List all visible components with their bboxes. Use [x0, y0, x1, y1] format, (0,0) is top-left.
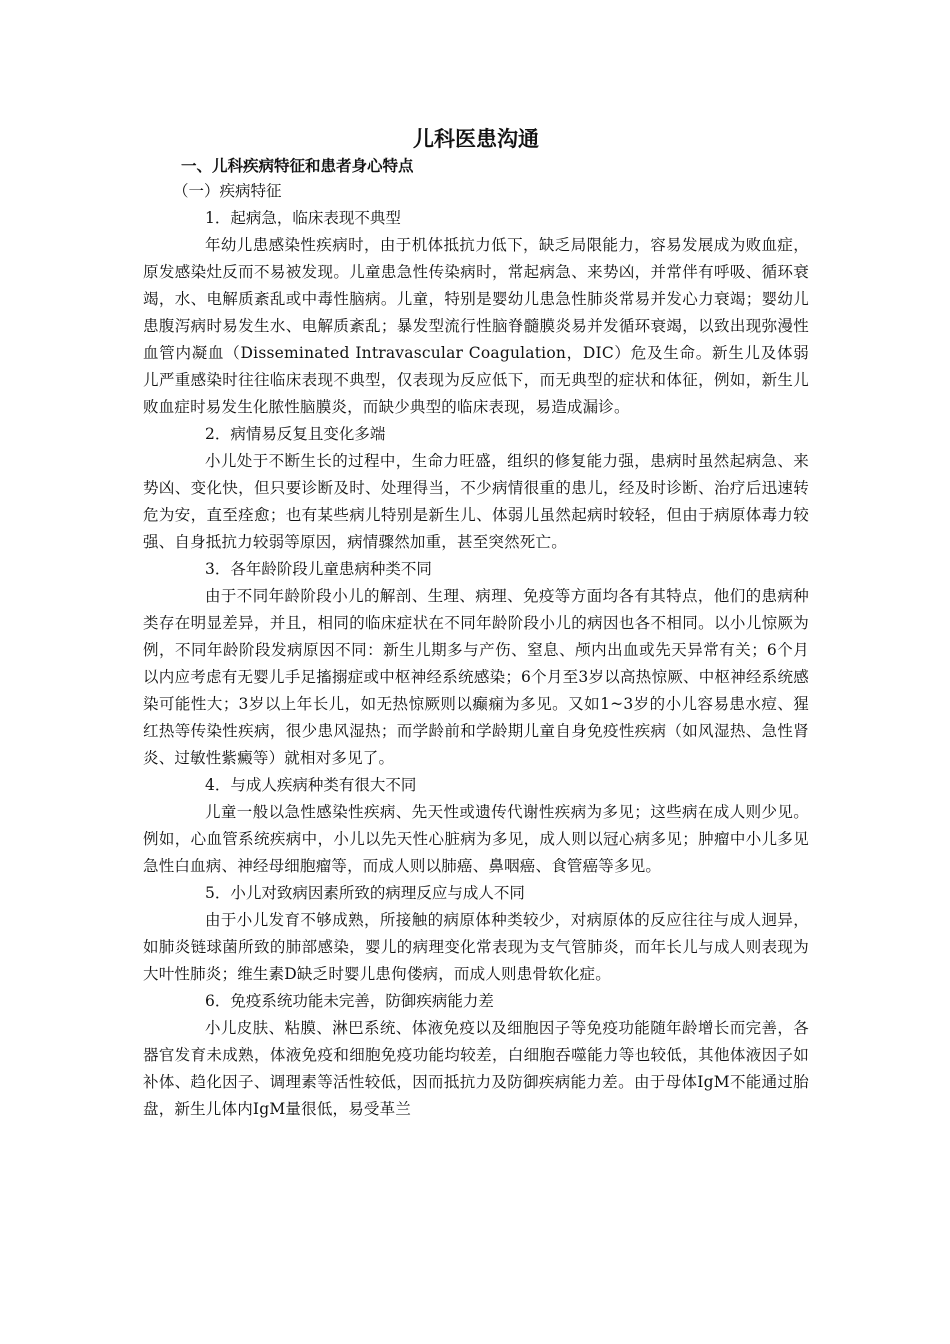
- item-body-4: 儿童一般以急性感染性疾病、先天性或遗传代谢性疾病为多见；这些病在成人则少见。例如，心血管系统疾病中，小儿以先天性心脏病为多见，成人则以冠心病多见；肿瘤中小儿多见急性白血病、神经母细胞瘤等，而成人则以肺癌、鼻咽癌、食管癌等多见。: [143, 803, 809, 875]
- item-heading-4: 4．与成人疾病种类有很大不同: [205, 776, 417, 794]
- item-body-5: 由于小儿发育不够成熟，所接触的病原体种类较少，对病原体的反应往往与成人迥异，如肺炎链球菌所致的肺部感染，婴儿的病理变化常表现为支气管肺炎，而年长儿与成人则表现为大叶性肺炎；维生素D缺乏时婴儿患佝偻病，而成人则患骨软化症。: [143, 911, 809, 983]
- item-heading-6: 6．免疫系统功能未完善，防御疾病能力差: [205, 992, 494, 1010]
- item-body-6: 小儿皮肤、粘膜、淋巴系统、体液免疫以及细胞因子等免疫功能随年龄增长而完善，各器官发育未成熟，体液免疫和细胞免疫功能均较差，白细胞吞噬能力等也较低，其他体液因子如补体、趋化因子、调理素等活性较低，因而抵抗力及防御疾病能力差。由于母体IgM不能通过胎盘，新生儿体内IgM量很低，易受革兰: [143, 1019, 809, 1118]
- item-body-1: 年幼儿患感染性疾病时，由于机体抵抗力低下，缺乏局限能力，容易发展成为败血症，原发感染灶反而不易被发现。儿童患急性传染病时，常起病急、来势凶，并常伴有呼吸、循环衰竭，水、电解质紊乱或中毒性脑病。儿童，特别是婴幼儿患急性肺炎常易并发心力衰竭；婴幼儿患腹泻病时易发生水、电解质紊乱；暴发型流行性脑脊髓膜炎易并发循环衰竭，以致出现弥漫性血管内凝血（Disseminated Intravascular Coagulation，DIC）危及生命。新生儿及体弱儿严重感染时往往临床表现不典型，仅表现为反应低下，而无典型的症状和体征，例如，新生儿败血症时易发生化脓性脑膜炎，而缺少典型的临床表现，易造成漏诊。: [143, 236, 809, 416]
- item-heading-3: 3．各年龄阶段儿童患病种类不同: [205, 560, 432, 578]
- document-title: 儿科医患沟通: [413, 127, 539, 151]
- item-heading-1: 1．起病急，临床表现不典型: [205, 209, 401, 227]
- document-page: [143, 126, 809, 1123]
- item-heading-5: 5．小儿对致病因素所致的病理反应与成人不同: [205, 884, 525, 902]
- subsection-heading: （一）疾病特征: [173, 182, 282, 200]
- section-heading: 一、儿科疾病特征和患者身心特点: [181, 157, 414, 175]
- item-heading-2: 2．病情易反复且变化多端: [205, 425, 386, 443]
- item-body-3: 由于不同年龄阶段小儿的解剖、生理、病理、免疫等方面均各有其特点，他们的患病种类存在明显差异，并且，相同的临床症状在不同年龄阶段小儿的病因也各不相同。以小儿惊厥为例，不同年龄阶段发病原因不同：新生儿期多与产伤、窒息、颅内出血或先天异常有关；6个月以内应考虑有无婴儿手足搐搦症或中枢神经系统感染；6个月至3岁以高热惊厥、中枢神经系统感染可能性大；3岁以上年长儿，如无热惊厥则以癫痫为多见。又如1~3岁的小儿容易患水痘、猩红热等传染性疾病，很少患风湿热；而学龄前和学龄期儿童自身免疫性疾病（如风湿热、急性肾炎、过敏性紫癜等）就相对多见了。: [143, 587, 809, 767]
- item-body-2: 小儿处于不断生长的过程中，生命力旺盛，组织的修复能力强，患病时虽然起病急、来势凶、变化快，但只要诊断及时、处理得当，不少病情很重的患儿，经及时诊断、治疗后迅速转危为安，直至痊愈；也有某些病儿特别是新生儿、体弱儿虽然起病时较轻，但由于病原体毒力较强、自身抵抗力较弱等原因，病情骤然加重，甚至突然死亡。: [143, 452, 809, 551]
